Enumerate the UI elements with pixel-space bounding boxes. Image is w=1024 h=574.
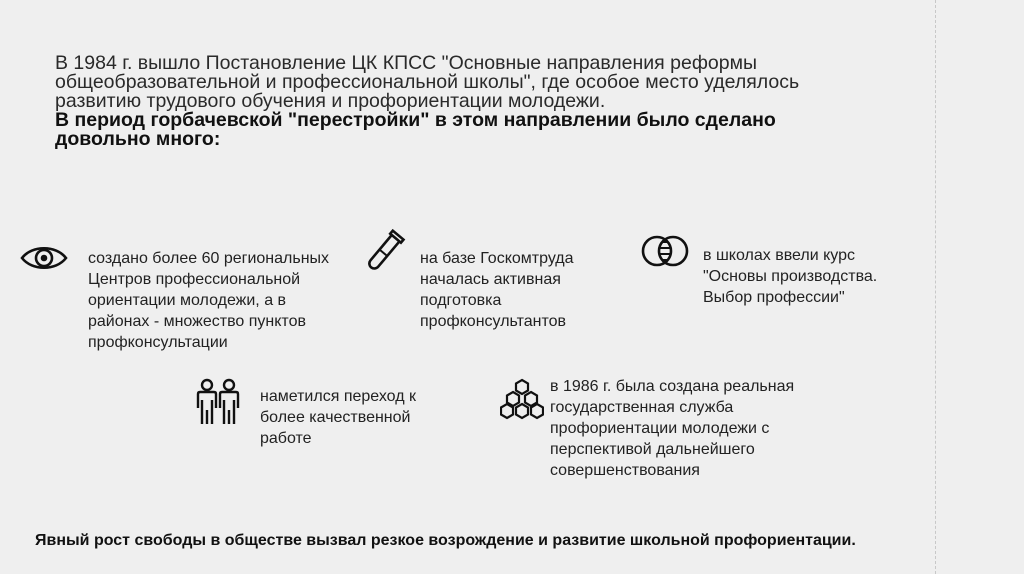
- intro-block: [55, 54, 815, 149]
- hexagons-icon: [500, 378, 544, 422]
- footer-text: Явный рост свободы в обществе вызвал резкое возрождение и развитие школьной профориентации.: [35, 532, 856, 549]
- item-quality-transition: наметился переход к более качественной работе: [260, 388, 416, 447]
- item-goskomtrud: на базе Госкомтруда началась активная подготовка профконсультантов: [420, 250, 574, 330]
- item-school-course: в школах ввели курс "Основы производства. Выбор профессии": [703, 247, 878, 306]
- people-icon: [193, 378, 243, 426]
- test-tube-icon: [360, 227, 408, 277]
- page-divider: [935, 0, 936, 574]
- eye-icon: [20, 243, 68, 273]
- item-state-service: в 1986 г. была создана реальная государственная служба профориентации молодежи с перспективой дальнейшего совершенствования: [550, 378, 795, 479]
- item-regional-centers: создано более 60 региональных Центров профессиональной ориентации молодежи, а в районах - множество пунктов профконсультации: [88, 250, 330, 351]
- intro-text: В 1984 г. вышло Постановление ЦК КПСС "Основные направления реформы общеобразовательной и профессиональной школы", где особое место уделялось развитию трудового обучения и профориентации молодежи.: [55, 52, 800, 112]
- intro-bold-text: В период горбачевской "перестройки" в этом направлении было сделано довольно много:: [55, 109, 776, 150]
- overlapping-circles-icon: [640, 232, 690, 270]
